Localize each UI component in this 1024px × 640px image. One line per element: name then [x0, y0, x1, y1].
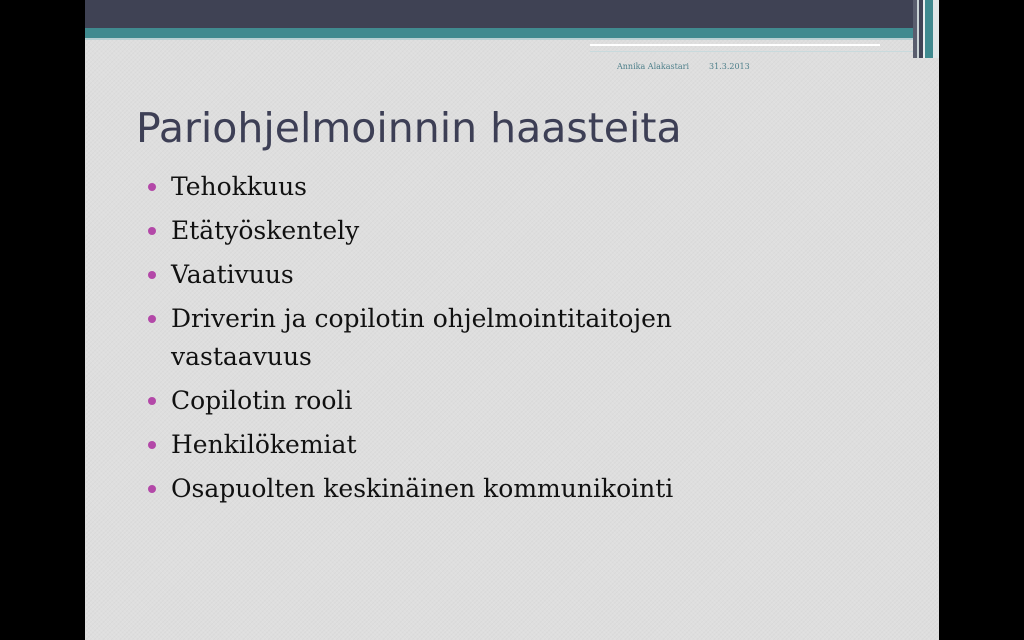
- header-band: [85, 0, 939, 28]
- bullet-item: [145, 300, 905, 376]
- bullet-text: Tehokkuus: [171, 172, 308, 201]
- accent-line-secondary: [590, 51, 939, 52]
- bullet-text: Etätyöskentely: [171, 216, 360, 245]
- bullet-list: [145, 168, 905, 514]
- divider-line: [85, 38, 939, 40]
- slide: [85, 0, 939, 640]
- bullet-text: Osapuolten keskinäinen kommunikointi: [171, 474, 674, 503]
- bullet-dot-icon: [148, 441, 156, 449]
- bullet-dot-icon: [148, 485, 156, 493]
- accent-line: [590, 44, 880, 46]
- accent-band: [85, 28, 939, 38]
- author-label: Annika Alakastari: [617, 62, 689, 71]
- bullet-dot-icon: [148, 183, 156, 191]
- date-label: 31.3.2013: [709, 62, 750, 71]
- bullet-dot-icon: [148, 271, 156, 279]
- bullet-dot-icon: [148, 227, 156, 235]
- bullet-item: [145, 212, 905, 250]
- bullet-item: [145, 168, 905, 206]
- bullet-text: Vaativuus: [171, 260, 294, 289]
- bullet-dot-icon: [148, 397, 156, 405]
- slide-title: Pariohjelmoinnin haasteita: [136, 104, 682, 152]
- bullet-dot-icon: [148, 315, 156, 323]
- bullet-item: [145, 256, 905, 294]
- bullet-text: Copilotin rooli: [171, 386, 353, 415]
- bullet-text: Henkilökemiat: [171, 430, 357, 459]
- decorative-strip: [913, 0, 939, 58]
- slide-meta: [85, 62, 939, 76]
- bullet-item: [145, 426, 905, 464]
- bullet-item: [145, 470, 905, 508]
- bullet-text: Driverin ja copilotin ohjelmointitaitojen vastaavuus: [171, 304, 672, 371]
- bullet-item: [145, 382, 905, 420]
